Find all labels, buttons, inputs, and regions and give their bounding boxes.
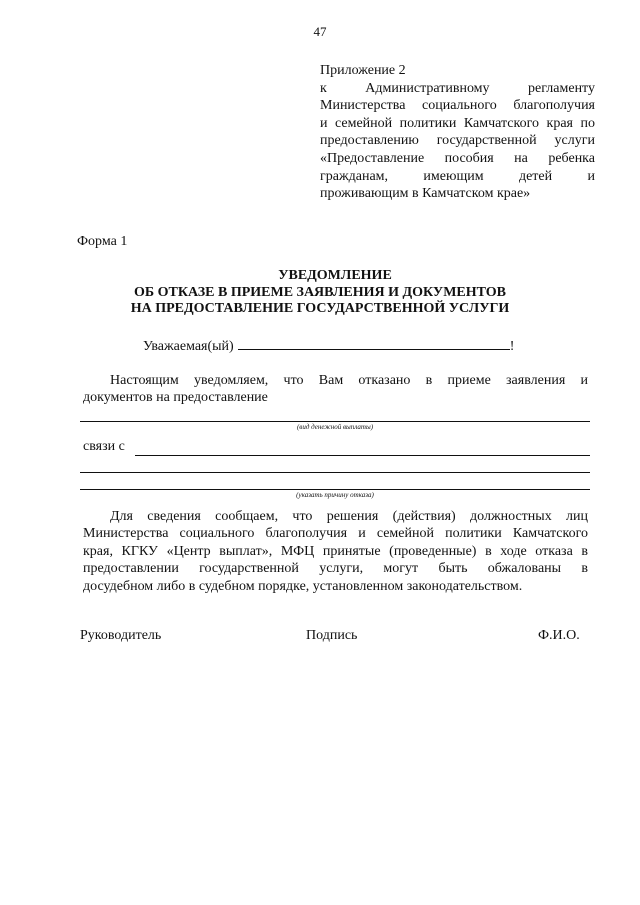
payment-type-blank-line	[80, 421, 590, 422]
page-number: 47	[313, 24, 327, 39]
reason-caption: (указать причину отказа)	[296, 491, 374, 499]
form-label: Форма 1	[77, 234, 128, 249]
svyazi-label: связи с	[83, 439, 125, 454]
name-blank-line	[238, 337, 510, 350]
payment-type-caption: (вид денежной выплаты)	[296, 423, 374, 431]
appendix-line: проживающим в Камчатском крае»	[320, 186, 531, 202]
reason-blank-line	[80, 472, 590, 473]
signature-sign: Подпись	[306, 628, 358, 643]
notice-line: документов на предоставление	[83, 390, 268, 405]
notice-line: Настоящим уведомляем, что Вам отказано в приеме заявления и	[110, 373, 588, 388]
document-title	[0, 268, 640, 318]
reason-blank-line	[135, 455, 590, 456]
appendix-line: предоставлению государственной услуги	[320, 133, 595, 149]
info-line: Министерства социального благополучия и семейной политики Камчатского	[83, 526, 588, 542]
reason-blank-line	[80, 489, 590, 490]
info-paragraph	[83, 508, 588, 595]
notice-paragraph	[83, 372, 588, 406]
info-line: досудебном либо в судебном порядке, установленном законодательством.	[83, 578, 523, 594]
appendix-line: Приложение 2	[320, 63, 406, 78]
appendix-block	[320, 62, 595, 203]
info-line: Для сведения сообщаем, что решения (действия) должностных лиц	[110, 509, 588, 524]
title-line: НА ПРЕДОСТАВЛЕНИЕ ГОСУДАРСТВЕННОЙ УСЛУГИ	[130, 301, 510, 317]
appendix-line: «Предоставление пособия на ребенка	[320, 150, 595, 166]
info-line: края, КГКУ «Центр выплат», МФЦ принятые (проведенные) в ходе отказа в	[83, 543, 588, 559]
appendix-line: Министерства социального благополучия	[320, 98, 595, 114]
appendix-line: гражданам, имеющим детей и	[320, 168, 595, 184]
salutation-text: Уважаемая(ый)	[143, 339, 234, 354]
signature-name: Ф.И.О.	[538, 628, 580, 643]
title-line: ОБ ОТКАЗЕ В ПРИЕМЕ ЗАЯВЛЕНИЯ И ДОКУМЕНТОВ	[133, 284, 507, 300]
info-line: предоставлении государственной услуги, могут быть обжалованы в	[83, 561, 588, 577]
appendix-line: к Административному регламенту	[320, 80, 595, 96]
salutation-end: !	[509, 339, 515, 354]
signature-head: Руководитель	[80, 628, 162, 643]
title-line: УВЕДОМЛЕНИЕ	[278, 268, 392, 283]
appendix-line: и семейной политики Камчатского края по	[320, 115, 595, 131]
salutation	[143, 337, 514, 355]
